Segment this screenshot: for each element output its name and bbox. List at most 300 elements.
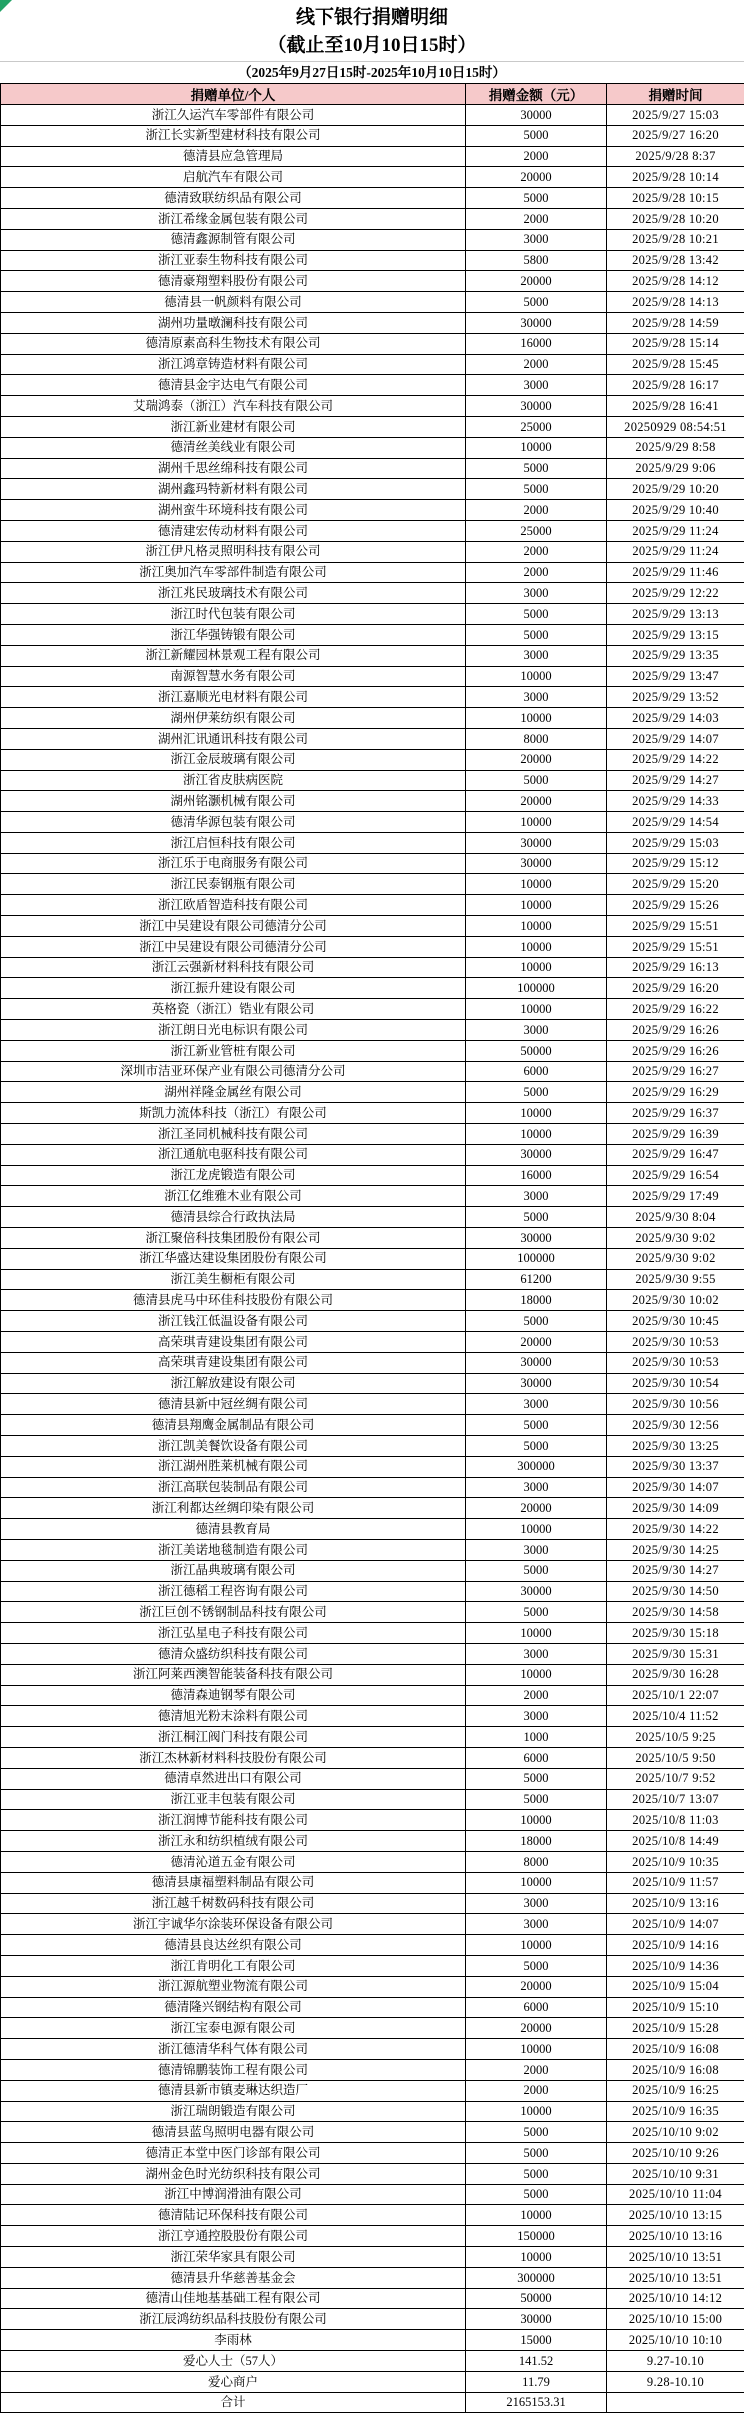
table-row: [1, 978, 744, 999]
amount-cell: 10000: [466, 999, 607, 1020]
amount-cell: 5000: [466, 458, 607, 479]
table-row: [1, 375, 744, 396]
excel-corner-marker-icon: [0, 0, 12, 12]
donor-cell: 浙江中吴建设有限公司德清分公司: [1, 936, 466, 957]
time-cell: 2025/9/28 8:37: [607, 146, 744, 167]
time-cell: 2025/10/10 15:00: [607, 2309, 744, 2330]
amount-cell: 10000: [466, 1124, 607, 1145]
table-row: [1, 1706, 744, 1727]
table-row: [1, 666, 744, 687]
donor-cell: 浙江华盛达建设集团股份有限公司: [1, 1248, 466, 1269]
donor-cell: 德清县一帆颜料有限公司: [1, 292, 466, 313]
time-cell: 2025/9/30 12:56: [607, 1415, 744, 1436]
table-row: [1, 250, 744, 271]
time-cell: 2025/9/28 16:41: [607, 396, 744, 417]
time-cell: 2025/9/30 9:02: [607, 1248, 744, 1269]
amount-cell: 3000: [466, 583, 607, 604]
time-cell: 2025/9/30 14:07: [607, 1477, 744, 1498]
time-cell: 2025/9/30 14:58: [607, 1602, 744, 1623]
amount-cell: 3000: [466, 1893, 607, 1914]
amount-cell: 2000: [466, 146, 607, 167]
donor-cell: 德清县综合行政执法局: [1, 1207, 466, 1228]
time-cell: 2025/9/29 16:39: [607, 1124, 744, 1145]
amount-cell: 10000: [466, 2101, 607, 2122]
time-cell: 2025/9/28 14:59: [607, 312, 744, 333]
table-row: [1, 292, 744, 313]
amount-cell: 5000: [466, 624, 607, 645]
donor-cell: 浙江瑞朗锻造有限公司: [1, 2101, 466, 2122]
time-cell: 2025/9/28 14:13: [607, 292, 744, 313]
time-cell: 2025/9/29 16:20: [607, 978, 744, 999]
amount-cell: 16000: [466, 333, 607, 354]
time-cell: 2025/9/29 14:33: [607, 791, 744, 812]
table-row: [1, 479, 744, 500]
time-cell: 2025/9/30 10:45: [607, 1311, 744, 1332]
time-cell: 2025/10/9 14:36: [607, 1955, 744, 1976]
time-cell: 2025/10/9 16:25: [607, 2080, 744, 2101]
table-row: [1, 728, 744, 749]
amount-cell: 10000: [466, 812, 607, 833]
amount-cell: 20000: [466, 791, 607, 812]
table-row: [1, 500, 744, 521]
amount-cell: 20000: [466, 271, 607, 292]
donor-cell: 浙江润博节能科技有限公司: [1, 1810, 466, 1831]
amount-cell: 3000: [466, 1706, 607, 1727]
donor-cell: 浙江杰林新材料科技股份有限公司: [1, 1747, 466, 1768]
time-cell: 2025/10/10 9:31: [607, 2163, 744, 2184]
time-cell: 2025/10/10 13:51: [607, 2267, 744, 2288]
amount-cell: 20000: [466, 1498, 607, 1519]
table-row: [1, 1228, 744, 1249]
donor-cell: 德清致联纺织品有限公司: [1, 188, 466, 209]
amount-cell: 2165153.31: [466, 2392, 607, 2413]
amount-cell: 15000: [466, 2330, 607, 2351]
amount-cell: 3000: [466, 375, 607, 396]
time-cell: 2025/9/29 11:24: [607, 541, 744, 562]
time-cell: 2025/9/29 15:26: [607, 895, 744, 916]
table-row: [1, 583, 744, 604]
table-row: [1, 437, 744, 458]
table-row: [1, 853, 744, 874]
time-cell: 2025/9/29 15:20: [607, 874, 744, 895]
table-row: [1, 2309, 744, 2330]
amount-cell: 10000: [466, 1623, 607, 1644]
amount-cell: 30000: [466, 2309, 607, 2330]
time-cell: 20250929 08:54:51: [607, 416, 744, 437]
donor-cell: 南源智慧水务有限公司: [1, 666, 466, 687]
donor-cell: 浙江高联包装制品有限公司: [1, 1477, 466, 1498]
table-row: [1, 1415, 744, 1436]
donor-cell: 浙江弘星电子科技有限公司: [1, 1623, 466, 1644]
table-row: [1, 1851, 744, 1872]
time-cell: 2025/9/29 15:12: [607, 853, 744, 874]
donor-cell: 合计: [1, 2392, 466, 2413]
table-row: [1, 1893, 744, 1914]
table-row: [1, 687, 744, 708]
amount-cell: 2000: [466, 1685, 607, 1706]
amount-cell: 30000: [466, 396, 607, 417]
amount-cell: 5000: [466, 1789, 607, 1810]
table-row: [1, 229, 744, 250]
table-row: [1, 1373, 744, 1394]
time-cell: 2025/9/29 16:54: [607, 1165, 744, 1186]
amount-cell: 10000: [466, 895, 607, 916]
donor-cell: 德清县新中冠丝绸有限公司: [1, 1394, 466, 1415]
table-row: [1, 541, 744, 562]
amount-cell: 50000: [466, 2288, 607, 2309]
donor-cell: 德清卓然进出口有限公司: [1, 1768, 466, 1789]
time-cell: 2025/10/10 13:51: [607, 2247, 744, 2268]
time-cell: 2025/9/29 17:49: [607, 1186, 744, 1207]
amount-cell: 3000: [466, 1186, 607, 1207]
page-title-line2: （截止至10月10日15时）: [267, 35, 477, 56]
table-row: [1, 2101, 744, 2122]
time-cell: 2025/9/29 15:03: [607, 832, 744, 853]
donor-cell: 浙江省皮肤病医院: [1, 770, 466, 791]
table-row: [1, 2080, 744, 2101]
time-cell: 2025/9/29 10:40: [607, 500, 744, 521]
amount-cell: 10000: [466, 957, 607, 978]
donor-cell: 浙江解放建设有限公司: [1, 1373, 466, 1394]
amount-cell: 25000: [466, 416, 607, 437]
table-row: [1, 1207, 744, 1228]
table-row: [1, 1560, 744, 1581]
amount-cell: 5000: [466, 2163, 607, 2184]
table-row: [1, 916, 744, 937]
donor-cell: 浙江华强铸锻有限公司: [1, 624, 466, 645]
amount-cell: 5000: [466, 2122, 607, 2143]
donor-cell: 浙江新业建材有限公司: [1, 416, 466, 437]
donor-cell: 浙江湖州胜莱机械有限公司: [1, 1456, 466, 1477]
donor-cell: 浙江朗日光电标识有限公司: [1, 1020, 466, 1041]
table-row: [1, 2143, 744, 2164]
donor-cell: 浙江美诺地毯制造有限公司: [1, 1539, 466, 1560]
time-cell: 2025/9/29 15:51: [607, 936, 744, 957]
amount-cell: 8000: [466, 728, 607, 749]
donor-cell: 德清县教育局: [1, 1519, 466, 1540]
amount-cell: 5800: [466, 250, 607, 271]
donor-cell: 湖州千思丝绵科技有限公司: [1, 458, 466, 479]
amount-cell: 30000: [466, 1228, 607, 1249]
amount-cell: 5000: [466, 1311, 607, 1332]
donor-cell: 爱心人士（57人）: [1, 2351, 466, 2372]
amount-cell: 5000: [466, 1415, 607, 1436]
amount-cell: 10000: [466, 916, 607, 937]
table-row: [1, 645, 744, 666]
donor-cell: 德清锦鹏装饰工程有限公司: [1, 2059, 466, 2080]
time-cell: 2025/9/30 10:02: [607, 1290, 744, 1311]
table-row: [1, 791, 744, 812]
time-cell: 2025/9/27 16:20: [607, 125, 744, 146]
table-row: [1, 1290, 744, 1311]
table-row: [1, 1394, 744, 1415]
amount-cell: 2000: [466, 2059, 607, 2080]
time-cell: 2025/9/29 16:26: [607, 1040, 744, 1061]
amount-cell: 61200: [466, 1269, 607, 1290]
time-cell: 2025/10/8 14:49: [607, 1831, 744, 1852]
donor-cell: 德清县蓝鸟照明电器有限公司: [1, 2122, 466, 2143]
table-row: [1, 146, 744, 167]
table-header-row: [1, 84, 744, 105]
time-cell: 2025/9/29 16:22: [607, 999, 744, 1020]
donor-cell: 浙江欧盾智造科技有限公司: [1, 895, 466, 916]
table-row: [1, 936, 744, 957]
amount-cell: 20000: [466, 167, 607, 188]
time-cell: 2025/9/29 13:13: [607, 604, 744, 625]
donor-cell: 湖州伊莱纺织有限公司: [1, 708, 466, 729]
time-cell: 2025/9/29 12:22: [607, 583, 744, 604]
donor-cell: 浙江利都达丝绸印染有限公司: [1, 1498, 466, 1519]
donor-cell: 浙江亚丰包装有限公司: [1, 1789, 466, 1810]
amount-cell: 2000: [466, 562, 607, 583]
table-row: [1, 2392, 744, 2413]
time-cell: 2025/10/7 9:52: [607, 1768, 744, 1789]
time-cell: 2025/10/10 10:10: [607, 2330, 744, 2351]
donor-cell: 德清正本堂中医门诊部有限公司: [1, 2143, 466, 2164]
table-row: [1, 1664, 744, 1685]
amount-cell: 141.52: [466, 2351, 607, 2372]
table-row: [1, 333, 744, 354]
time-cell: 2025/9/30 15:18: [607, 1623, 744, 1644]
time-cell: 2025/9/29 13:15: [607, 624, 744, 645]
donor-cell: 德清县翔鹰金属制品有限公司: [1, 1415, 466, 1436]
donor-cell: 浙江伊凡格灵照明科技有限公司: [1, 541, 466, 562]
date-range-subtitle: （2025年9月27日15时-2025年10月10日15时）: [0, 62, 744, 83]
time-cell: 2025/10/9 13:16: [607, 1893, 744, 1914]
amount-cell: 3000: [466, 645, 607, 666]
time-cell: 2025/10/9 14:16: [607, 1935, 744, 1956]
donor-cell: 浙江德清华科气体有限公司: [1, 2039, 466, 2060]
table-row: [1, 208, 744, 229]
time-cell: 2025/9/29 13:52: [607, 687, 744, 708]
amount-cell: 3000: [466, 229, 607, 250]
time-cell: [607, 2392, 744, 2413]
time-cell: 2025/9/29 16:29: [607, 1082, 744, 1103]
time-cell: 2025/9/30 9:55: [607, 1269, 744, 1290]
table-row: [1, 708, 744, 729]
donor-cell: 德清森迪钢琴有限公司: [1, 1685, 466, 1706]
donor-cell: 德清县虎马中环佳科技股份有限公司: [1, 1290, 466, 1311]
amount-cell: 10000: [466, 2039, 607, 2060]
table-row: [1, 2330, 744, 2351]
time-cell: 2025/9/29 14:03: [607, 708, 744, 729]
time-cell: 2025/9/29 16:26: [607, 1020, 744, 1041]
table-row: [1, 1332, 744, 1353]
time-cell: 2025/9/30 13:25: [607, 1436, 744, 1457]
page-title-line1: 线下银行捐赠明细: [295, 7, 448, 28]
table-row: [1, 1539, 744, 1560]
donor-cell: 德清建宏传动材料有限公司: [1, 520, 466, 541]
table-row: [1, 2184, 744, 2205]
donor-cell: 德清丝美线业有限公司: [1, 437, 466, 458]
donor-cell: 浙江亿维雅木业有限公司: [1, 1186, 466, 1207]
amount-cell: 30000: [466, 832, 607, 853]
donor-cell: 浙江美生橱柜有限公司: [1, 1269, 466, 1290]
donor-cell: 德清山佳地基基础工程有限公司: [1, 2288, 466, 2309]
donor-cell: 湖州铭灏机械有限公司: [1, 791, 466, 812]
table-row: [1, 125, 744, 146]
amount-cell: 6000: [466, 1061, 607, 1082]
table-row: [1, 1144, 744, 1165]
donor-cell: 浙江希缘金属包装有限公司: [1, 208, 466, 229]
amount-cell: 5000: [466, 479, 607, 500]
table-row: [1, 1498, 744, 1519]
table-row: [1, 167, 744, 188]
time-cell: 9.27-10.10: [607, 2351, 744, 2372]
donor-cell: 浙江肯明化工有限公司: [1, 1955, 466, 1976]
amount-cell: 10000: [466, 2247, 607, 2268]
time-cell: 2025/10/9 16:35: [607, 2101, 744, 2122]
amount-cell: 3000: [466, 687, 607, 708]
table-row: [1, 999, 744, 1020]
title-block: [0, 0, 744, 62]
table-row: [1, 1768, 744, 1789]
amount-cell: 5000: [466, 1602, 607, 1623]
time-cell: 2025/9/29 14:22: [607, 749, 744, 770]
donor-cell: 浙江源航塑业物流有限公司: [1, 1976, 466, 1997]
amount-cell: 3000: [466, 1394, 607, 1415]
time-cell: 2025/9/29 8:58: [607, 437, 744, 458]
donor-cell: 斯凯力流体科技（浙江）有限公司: [1, 1103, 466, 1124]
donation-table: [0, 83, 744, 2413]
amount-cell: 20000: [466, 2018, 607, 2039]
table-row: [1, 1269, 744, 1290]
time-cell: 2025/9/30 14:22: [607, 1519, 744, 1540]
time-cell: 2025/10/9 14:07: [607, 1914, 744, 1935]
table-row: [1, 520, 744, 541]
table-row: [1, 1020, 744, 1041]
donor-cell: 启航汽车有限公司: [1, 167, 466, 188]
time-cell: 2025/10/4 11:52: [607, 1706, 744, 1727]
donor-cell: 德清原素高科生物技术有限公司: [1, 333, 466, 354]
time-cell: 2025/9/30 15:31: [607, 1643, 744, 1664]
table-row: [1, 770, 744, 791]
table-row: [1, 1685, 744, 1706]
amount-cell: 20000: [466, 1332, 607, 1353]
amount-cell: 10000: [466, 1519, 607, 1540]
amount-cell: 10000: [466, 1872, 607, 1893]
table-row: [1, 874, 744, 895]
donor-cell: 浙江宇诚华尔涂装环保设备有限公司: [1, 1914, 466, 1935]
amount-cell: 30000: [466, 1581, 607, 1602]
table-row: [1, 1436, 744, 1457]
time-cell: 2025/10/10 11:04: [607, 2184, 744, 2205]
time-cell: 2025/10/9 11:57: [607, 1872, 744, 1893]
donor-cell: 浙江亨通控股股份有限公司: [1, 2226, 466, 2247]
table-row: [1, 1914, 744, 1935]
amount-cell: 11.79: [466, 2371, 607, 2392]
time-cell: 2025/9/30 14:27: [607, 1560, 744, 1581]
donor-cell: 湖州功量暾澜科技有限公司: [1, 312, 466, 333]
time-cell: 2025/10/5 9:25: [607, 1727, 744, 1748]
amount-cell: 50000: [466, 1040, 607, 1061]
donor-cell: 浙江聚倍科技集团股份有限公司: [1, 1228, 466, 1249]
donor-cell: 浙江永和纺织植绒有限公司: [1, 1831, 466, 1852]
amount-cell: 1000: [466, 1727, 607, 1748]
table-row: [1, 2267, 744, 2288]
time-cell: 2025/9/29 14:07: [607, 728, 744, 749]
amount-cell: 10000: [466, 2205, 607, 2226]
table-row: [1, 1727, 744, 1748]
amount-cell: 10000: [466, 1810, 607, 1831]
donor-cell: 浙江嘉顺光电材料有限公司: [1, 687, 466, 708]
table-body: [1, 105, 744, 2413]
amount-cell: 30000: [466, 105, 607, 126]
table-row: [1, 1643, 744, 1664]
amount-cell: 5000: [466, 1436, 607, 1457]
table-row: [1, 1103, 744, 1124]
table-row: [1, 957, 744, 978]
time-cell: 2025/9/29 16:37: [607, 1103, 744, 1124]
amount-cell: 10000: [466, 936, 607, 957]
amount-cell: 3000: [466, 1914, 607, 1935]
donor-cell: 浙江兆民玻璃技术有限公司: [1, 583, 466, 604]
amount-cell: 100000: [466, 978, 607, 999]
amount-cell: 6000: [466, 1997, 607, 2018]
amount-cell: 2000: [466, 500, 607, 521]
table-row: [1, 1935, 744, 1956]
time-cell: 2025/9/30 13:37: [607, 1456, 744, 1477]
time-cell: 2025/9/29 11:46: [607, 562, 744, 583]
table-row: [1, 416, 744, 437]
time-cell: 2025/9/29 10:20: [607, 479, 744, 500]
time-cell: 2025/10/10 13:15: [607, 2205, 744, 2226]
donor-cell: 浙江宝泰电源有限公司: [1, 2018, 466, 2039]
time-cell: 2025/9/29 16:47: [607, 1144, 744, 1165]
table-row: [1, 1747, 744, 1768]
donor-cell: 德清陆记环保科技有限公司: [1, 2205, 466, 2226]
table-row: [1, 812, 744, 833]
table-row: [1, 2226, 744, 2247]
time-cell: 9.28-10.10: [607, 2371, 744, 2392]
donor-cell: 德清县康福塑料制品有限公司: [1, 1872, 466, 1893]
donor-cell: 浙江桐江阀门科技有限公司: [1, 1727, 466, 1748]
donor-cell: 湖州蛮牛环境科技有限公司: [1, 500, 466, 521]
table-row: [1, 2059, 744, 2080]
donor-cell: 爱心商户: [1, 2371, 466, 2392]
donor-cell: 浙江乐于电商服务有限公司: [1, 853, 466, 874]
donor-cell: 德清县新市镇麦琳达织造厂: [1, 2080, 466, 2101]
time-cell: 2025/9/29 13:35: [607, 645, 744, 666]
donor-cell: 浙江民泰钢瓶有限公司: [1, 874, 466, 895]
amount-cell: 100000: [466, 1248, 607, 1269]
table-row: [1, 188, 744, 209]
time-cell: 2025/9/27 15:03: [607, 105, 744, 126]
table-row: [1, 271, 744, 292]
time-cell: 2025/9/28 10:14: [607, 167, 744, 188]
time-cell: 2025/10/1 22:07: [607, 1685, 744, 1706]
amount-cell: 10000: [466, 1935, 607, 1956]
table-row: [1, 1456, 744, 1477]
amount-cell: 10000: [466, 874, 607, 895]
time-cell: 2025/9/30 10:56: [607, 1394, 744, 1415]
table-row: [1, 1124, 744, 1145]
time-cell: 2025/9/28 10:20: [607, 208, 744, 229]
time-cell: 2025/9/29 14:54: [607, 812, 744, 833]
donor-cell: 浙江新业管桩有限公司: [1, 1040, 466, 1061]
amount-cell: 8000: [466, 1851, 607, 1872]
time-cell: 2025/9/28 15:14: [607, 333, 744, 354]
time-cell: 2025/9/30 14:09: [607, 1498, 744, 1519]
donor-cell: 湖州鑫玛特新材料有限公司: [1, 479, 466, 500]
amount-cell: 30000: [466, 312, 607, 333]
table-row: [1, 1602, 744, 1623]
donor-cell: 浙江久运汽车零部件有限公司: [1, 105, 466, 126]
amount-cell: 6000: [466, 1747, 607, 1768]
table-row: [1, 2351, 744, 2372]
donor-cell: 浙江鸿章铸造材料有限公司: [1, 354, 466, 375]
table-row: [1, 1955, 744, 1976]
